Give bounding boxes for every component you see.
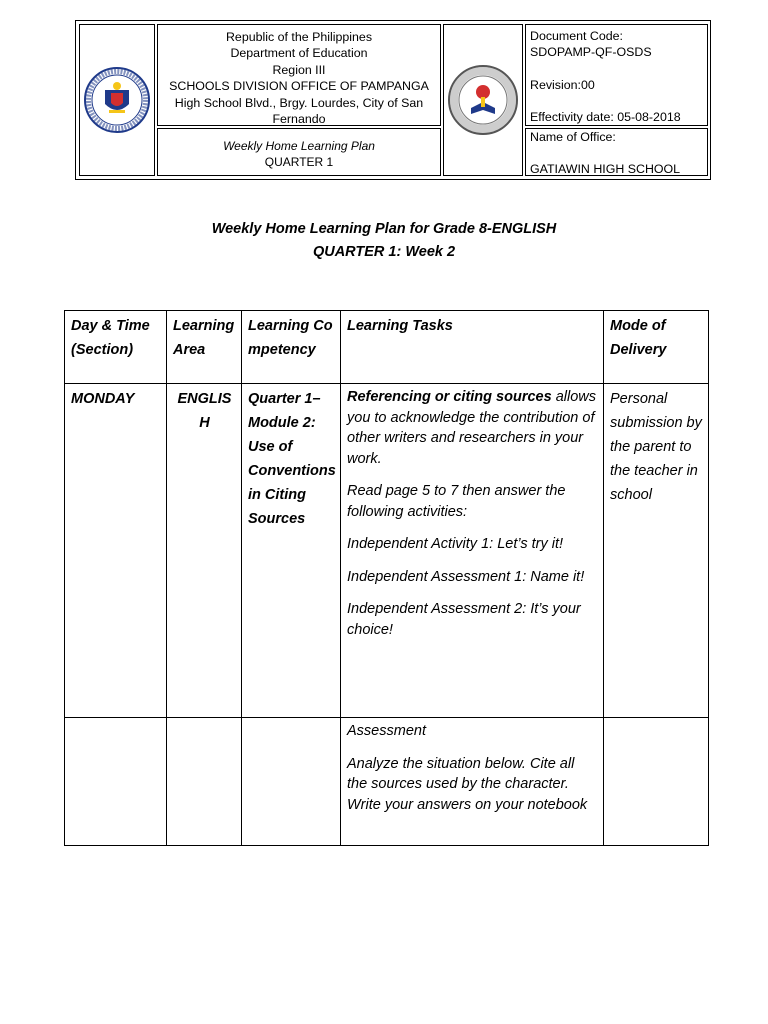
task-instruction: Read page 5 to 7 then answer the following activities: <box>347 483 566 520</box>
document-header <box>75 20 711 180</box>
plan-name: Weekly Home Learning Plan <box>223 139 375 153</box>
row2-learning-area <box>167 718 242 846</box>
office-name-label: Name of Office: <box>530 130 616 144</box>
office-line-region: Region III <box>272 62 326 77</box>
header-day-time: Day & Time (Section) <box>65 311 167 384</box>
document-code-cell <box>525 24 708 126</box>
office-line-republic: Republic of the Philippines <box>225 30 373 44</box>
assessment-title: Assessment <box>347 723 426 739</box>
assessment-text: Analyze the situation below. Cite all the sources used by the character. Write your answers on your notebook <box>347 755 588 813</box>
table-header-row <box>65 311 709 384</box>
row2-learning-competency <box>242 718 341 846</box>
row-learning-competency: Quarter 1– Module 2: Use of Conventions in Citing Sources <box>242 384 341 718</box>
task-assessment-2: Independent Assessment 2: It’s your choice! <box>347 601 581 638</box>
header-learning-tasks: Learning Tasks <box>341 311 604 384</box>
header-learning-competency: Learning Competency <box>242 311 341 384</box>
plan-quarter: QUARTER 1 <box>264 155 334 169</box>
row-learning-area: ENGLISH <box>167 384 242 718</box>
plan-subtitle: QUARTER 1: Week 2 <box>312 244 456 260</box>
office-line-address: High School Blvd., Brgy. Lourdes, City of San Fernando <box>174 95 424 127</box>
header-mode-of-delivery: Mode of Delivery <box>604 311 709 384</box>
header-learning-area: Learning Area <box>167 311 242 384</box>
row-day: MONDAY <box>65 384 167 718</box>
row2-mode-of-delivery <box>604 718 709 846</box>
office-info-cell <box>157 24 441 126</box>
task-description: allows you to acknowledge the contribution of other writers and researchers in your work. <box>347 389 596 467</box>
revision: Revision:00 <box>530 77 595 92</box>
office-name: GATIAWIN HIGH SCHOOL <box>530 162 681 176</box>
row2-day <box>65 718 167 846</box>
school-seal-cell <box>443 24 523 176</box>
row2-learning-tasks <box>341 718 604 846</box>
task-activity-1: Independent Activity 1: Let’s try it! <box>347 536 564 552</box>
row-mode-of-delivery: Personal submission by the parent to the teacher in school <box>604 384 709 718</box>
gatiawin-seal-icon <box>447 64 519 136</box>
learning-plan-table <box>64 310 709 846</box>
table-row <box>65 718 709 846</box>
document-code-label: Document Code: <box>530 29 623 43</box>
document-code: SDOPAMP-QF-OSDS <box>530 45 652 60</box>
row-learning-tasks <box>341 384 604 718</box>
task-assessment-1: Independent Assessment 1: Name it! <box>347 568 585 585</box>
office-name-cell <box>525 128 708 176</box>
plan-title: Weekly Home Learning Plan for Grade 8-ENGLISH <box>211 221 557 237</box>
office-line-department: Department of Education <box>230 46 368 61</box>
table-row <box>65 384 709 718</box>
deped-seal-icon <box>83 66 151 134</box>
task-heading: Referencing or citing sources <box>347 389 552 405</box>
deped-seal-cell <box>79 24 155 176</box>
plan-name-cell <box>157 128 441 176</box>
office-line-division: SCHOOLS DIVISION OFFICE OF PAMPANGA <box>169 79 429 94</box>
effectivity-date: Effectivity date: 05-08-2018 <box>530 110 681 125</box>
